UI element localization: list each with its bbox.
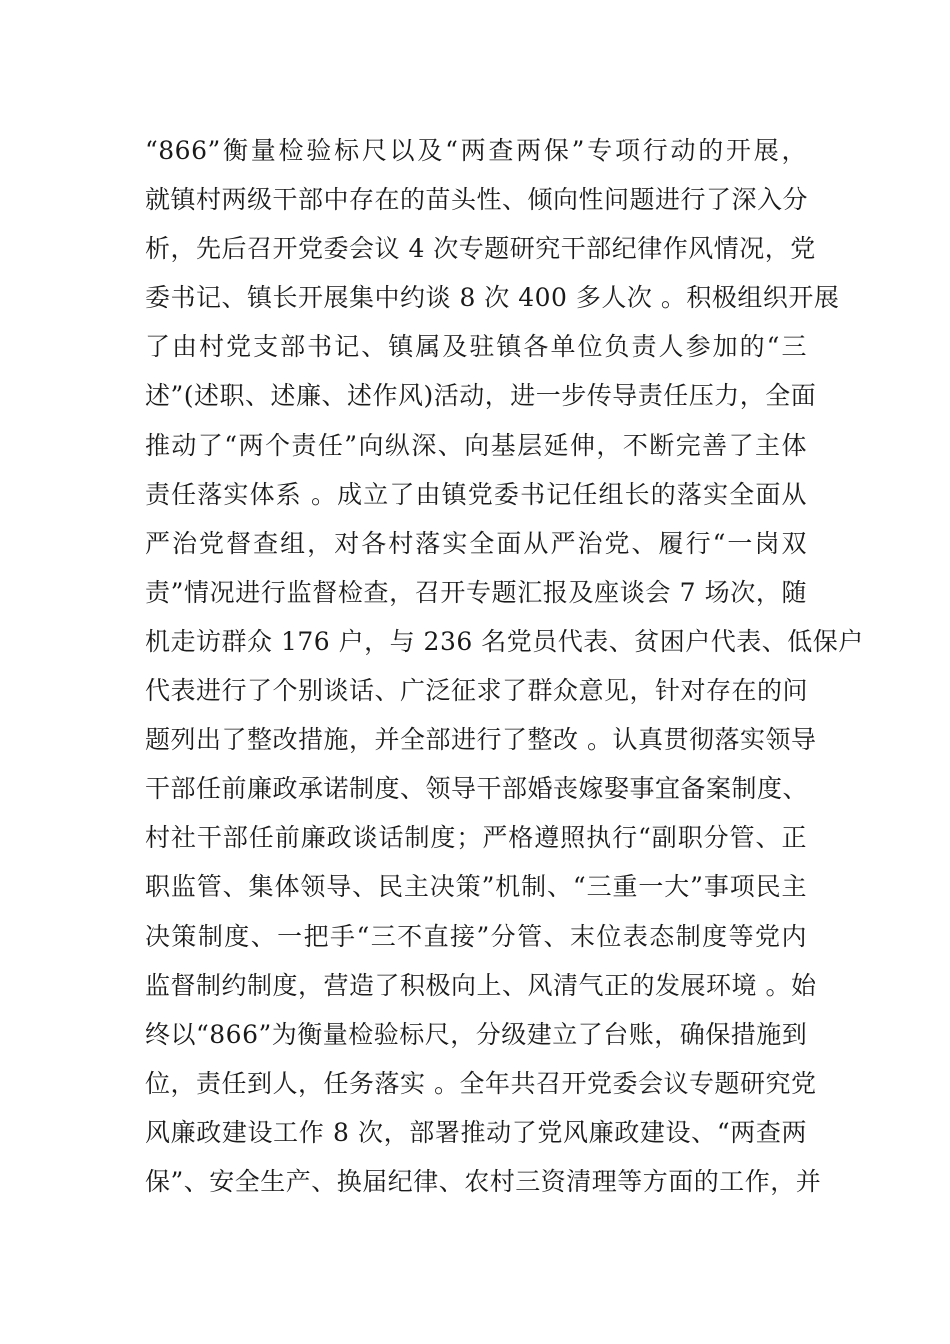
text-line: 风廉政建设工作 8 次，部署推动了党风廉政建设、“两查两 (145, 1117, 807, 1147)
text-line: 决策制度、一把手“三不直接”分管、末位表态制度等党内 (145, 921, 807, 951)
text-line: 位，责任到人，任务落实 。全年共召开党委会议专题研究党 (145, 1068, 817, 1098)
text-line: 推动了“两个责任”向纵深、向基层延伸，不断完善了主体 (145, 430, 807, 460)
text-line: 析，先后召开党委会议 4 次专题研究干部纪律作风情况，党 (145, 234, 816, 264)
text-line: 机走访群众 176 户，与 236 名党员代表、贫困户代表、低保户 (145, 626, 864, 656)
text-line: 保”、安全生产、换届纪律、农村三资清理等方面的工作，并 (145, 1166, 822, 1196)
text-line: 述”(述职、述廉、述作风)活动，进一步传导责任压力，全面 (145, 381, 817, 411)
text-line: 监督制约制度，营造了积极向上、风清气正的发展环境 。始 (145, 970, 817, 1000)
text-line: 题列出了整改措施，并全部进行了整改 。认真贯彻落实领导 (145, 725, 817, 755)
text-line: 严治党督查组，对各村落实全面从严治党、履行“一岗双 (145, 528, 807, 558)
text-line: 了由村党支部书记、镇属及驻镇各单位负责人参加的“三 (145, 332, 807, 362)
text-line: 责”情况进行监督检查，召开专题汇报及座谈会 7 场次，随 (145, 577, 807, 607)
text-line: 责任落实体系 。成立了由镇党委书记任组长的落实全面从 (145, 479, 807, 509)
text-line: 就镇村两级干部中存在的苗头性、倾向性问题进行了深入分 (145, 185, 809, 215)
text-line: 终以“866”为衡量检验标尺，分级建立了台账，确保措施到 (145, 1019, 808, 1049)
text-line: 村社干部任前廉政谈话制度；严格遵照执行“副职分管、正 (145, 823, 807, 853)
body-paragraph (145, 126, 864, 1206)
text-line: 干部任前廉政承诺制度、领导干部婚丧嫁娶事宜备案制度、 (145, 774, 809, 804)
text-line: 代表进行了个别谈话、广泛征求了群众意见，针对存在的问 (145, 676, 809, 706)
text-line: “866”衡量检验标尺以及“两查两保”专项行动的开展， (145, 136, 807, 165)
text-line: 委书记、镇长开展集中约谈 8 次 400 多人次 。积极组织开展 (145, 283, 840, 313)
text-line: 职监管、集体领导、民主决策”机制、“三重一大”事项民主 (145, 872, 807, 902)
